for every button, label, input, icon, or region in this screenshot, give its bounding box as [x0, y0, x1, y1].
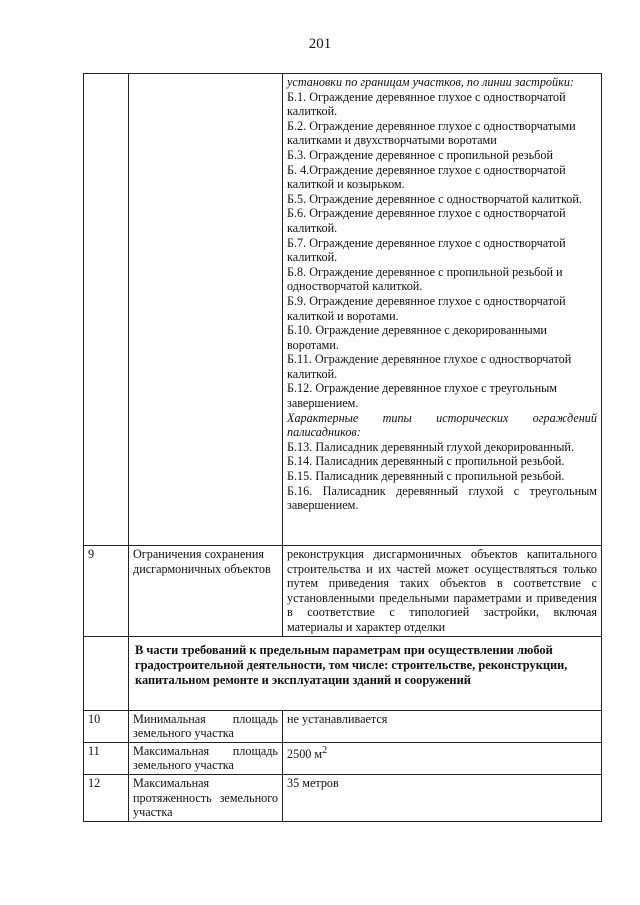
- fence-item: Б.12. Ограждение деревянное глухое с треугольным завершением.: [287, 381, 558, 411]
- row-number: 10: [84, 710, 129, 742]
- palisade-item: Б.15. Палисадник деревянный с пропильной резьбой.: [287, 469, 565, 484]
- fence-item: Б.8. Ограждение деревянное с пропильной резьбой и одностворчатой калиткой.: [287, 264, 563, 294]
- fence-item: Б.5. Ограждение деревянное с одностворчатой калиткой.: [287, 191, 582, 206]
- palisade-heading: Характерные типы исторических ограждений палисадников:: [287, 410, 597, 440]
- row-name: Максимальная протяженность земельного участка: [129, 774, 283, 821]
- row-number-cell: [84, 74, 129, 546]
- fence-item: Б.1. Ограждение деревянное глухое с одностворчатой калиткой.: [287, 89, 566, 119]
- row-value: реконструкция дисгармоничных объектов капитального строительства и их частей может осуществляться только путем приведения таких объектов в соответствие с установленными предельными параметрами и приведения в соответствие с типологией застройки, включая материалы и характер отделки: [283, 546, 602, 637]
- row-number: 11: [84, 742, 129, 774]
- page-number: 201: [308, 36, 332, 52]
- row-number: 9: [84, 546, 129, 637]
- fence-item: Б.2. Ограждение деревянное глухое с одностворчатыми калитками и двухстворчатыми воротами: [287, 118, 576, 148]
- section-number-cell: [84, 636, 129, 710]
- table-row: [84, 710, 602, 742]
- fence-item: Б.10. Ограждение деревянное с декорированными воротами.: [287, 323, 547, 352]
- fence-item: Б.3. Ограждение деревянное с пропильной резьбой: [287, 147, 554, 162]
- table-row: [84, 546, 602, 637]
- palisade-item: Б.13. Палисадник деревянный глухой декорированный.: [287, 439, 575, 454]
- section-heading: В части требований к предельным параметрам при осуществлении любой градостроительной деятельности, том числе: строительстве, реконструкции, капитальном ремонте и эксплуатации зданий и сооружений: [129, 636, 602, 710]
- row-value: не устанавливается: [283, 710, 602, 742]
- row-value: [283, 742, 602, 774]
- row-name: Минимальная площадь земельного участка: [129, 710, 283, 742]
- table-row-continued: [84, 74, 602, 546]
- area-value: 2500 м: [287, 746, 323, 761]
- row-value-cell: [283, 74, 602, 546]
- fence-item: Б.9. Ограждение деревянное глухое с одностворчатой калиткой и воротами.: [287, 293, 566, 323]
- palisade-item: Б.16. Палисадник деревянный глухой с треугольным завершением.: [287, 483, 597, 513]
- row-name: Ограничения сохранения дисгармоничных объектов: [129, 546, 283, 637]
- fence-item: Б.7. Ограждение деревянное глухое с одностворчатой калиткой.: [287, 235, 566, 265]
- row-name: Максимальная площадь земельного участка: [129, 742, 283, 774]
- row-value: 35 метров: [283, 774, 602, 821]
- fence-item: Б.11. Ограждение деревянное глухое с одностворчатой калиткой.: [287, 352, 572, 381]
- row-name-cell: [129, 74, 283, 546]
- area-unit-superscript: 2: [322, 744, 328, 756]
- table-row: [84, 774, 602, 821]
- palisade-item: Б.14. Палисадник деревянный с пропильной резьбой.: [287, 454, 565, 469]
- requirements-table: [83, 73, 602, 822]
- fence-intro: установки по границам участков, по линии застройки:: [287, 75, 574, 89]
- row-number: 12: [84, 774, 129, 821]
- fence-item: Б. 4.Ограждение деревянное глухое с одностворчатой калиткой и козырьком.: [287, 162, 566, 192]
- fence-item: Б.6. Ограждение деревянное глухое с одностворчатой калиткой.: [287, 206, 566, 235]
- section-row: [84, 636, 602, 710]
- table-row: [84, 742, 602, 774]
